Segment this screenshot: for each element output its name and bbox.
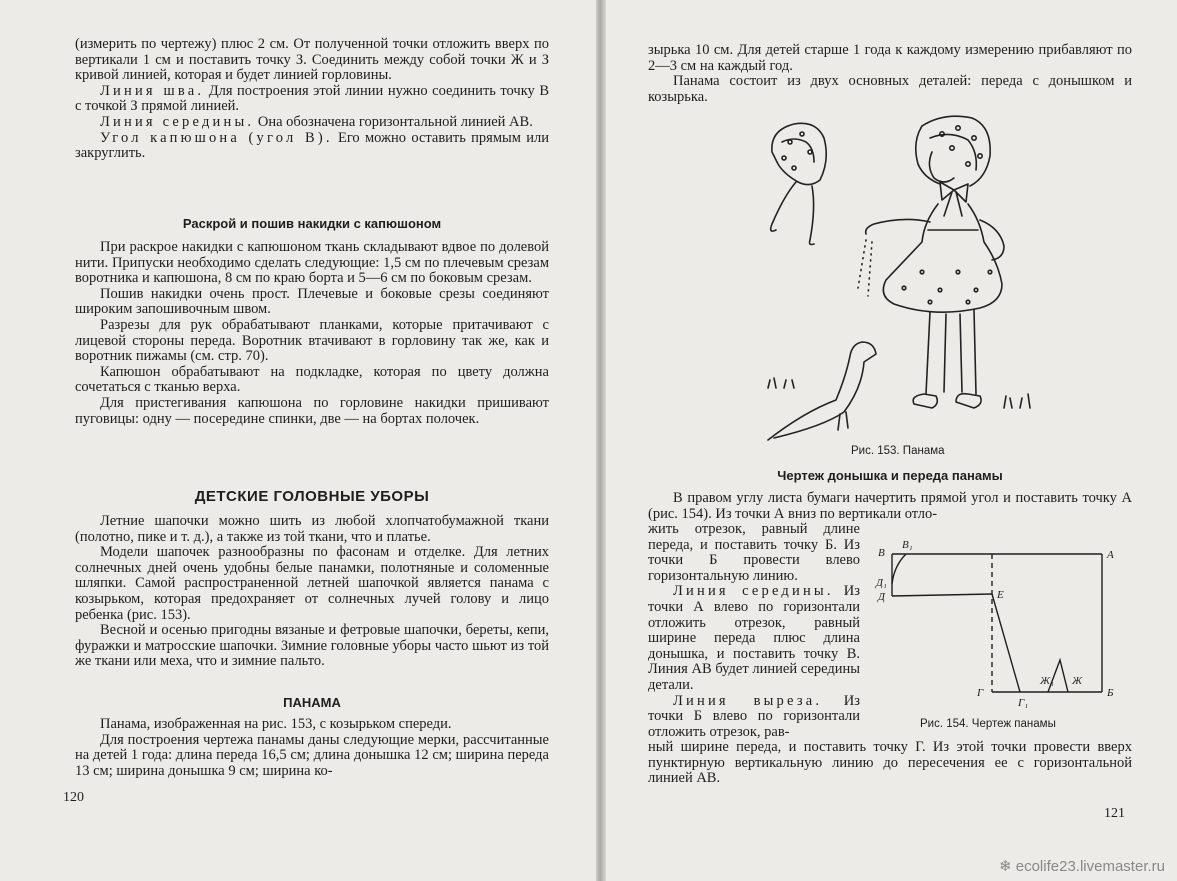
point-label: Ж₁ [1040,675,1054,687]
point-label: Ж [1072,675,1083,687]
definition-item: Линия шва. Для построения этой линии нужно соединить точку В с точкой З прямой линией. [75,82,549,115]
watermark: ❄ ecolife23.livemaster.ru [999,858,1165,875]
paragraph: В правом углу листа бумаги начертить прямой угол и поставить точку А (рис. 154). Из точки А вниз по вертикали отло- [648,490,1132,522]
subsection-heading: ПАНАМА [283,695,341,710]
definition-item: Линия середины. Она обозначена горизонтальной линией АВ. [100,113,533,130]
section-block [75,514,549,670]
paragraph: Панама, изображенная на рис. 153, с козырьком спереди. [100,716,452,732]
point-label: Д₁ [876,577,887,589]
paragraph: Для пристегивания капюшона по горловине накидки пришивают пуговицы: одну — посередине спинки, две — на бортах полочек. [75,394,549,427]
right-page [604,0,1177,881]
section-heading: ДЕТСКИЕ ГОЛОВНЫЕ УБОРЫ [194,488,430,505]
point-label: Б [1107,687,1114,699]
subsection-heading: Чертеж донышка и переда панамы [777,468,1003,483]
paragraph: (измерить по чертежу) плюс 2 см. От полученной точки отложить вверх по вертикали 1 см и поставить точку З. Соединить между собой точки Ж и З кривой линией, которая и будет линией горловины. [75,36,549,84]
page-number: 121 [1104,806,1125,821]
section-block [75,240,549,427]
girl-with-panama-illustration [754,112,1044,444]
section-block [648,43,1132,105]
point-label: А [1107,549,1114,561]
paragraph: Разрезы для рук обрабатывают планками, которые притачивают с лицевой стороны переда. Воротник втачивают в горловину так же, как и воротник пижамы (см. стр. 70). [75,316,549,365]
point-label: Д [878,591,885,603]
paragraph: При раскрое накидки с капюшоном ткань складывают вдвое по долевой нити. Припуски необходимо сделать следующие: 1,5 см по плечевым срезам воротника и капюшона, 8 см по краю борта и 5—6 см по боковым срезам. [75,239,549,287]
snowflake-icon: ❄ [999,858,1012,875]
definition-item: Угол капюшона (угол В). Его можно оставить прямым или закруглить. [75,129,549,162]
point-label: Е [997,589,1004,601]
paragraph: Для построения чертежа панамы даны следующие мерки, рассчитанные на детей 1 года: длина переда 16,5 см; длина донышка 12 см; ширина переда 13 см; ширина донышка 9 см; ширина ко- [75,731,549,779]
left-intro-block [75,37,549,162]
figure-caption: Рис. 154. Чертеж панамы [920,718,1056,730]
point-label: В [878,547,885,559]
paragraph: ный ширине переда, и поставить точку Г. Из этой точки провести вверх пунктирную вертикальную линию до пересечения ее с горизонтальной линией АВ. [648,739,1132,787]
panama-pattern-draft [872,538,1122,714]
subsection-heading: Раскрой и пошив накидки с капюшоном [182,216,442,231]
definition-item: Линия середины. Из точки А влево по горизонтали отложить отрезок, равный ширине переда плюс длина донышка, и поставить точку В. Линия АВ будет линией середины детали. [648,583,861,693]
definition-item: Линия выреза. Из точки Б влево по горизонтали отложить отрезок, рав- [648,692,861,740]
neck-curve [892,554,906,584]
narrow-column [648,522,860,740]
point-label: Г₁ [1018,697,1029,709]
paragraph: зырька 10 см. Для детей старше 1 года к каждому измерению прибавляют по 2—3 см на каждый год. [648,42,1132,74]
paragraph: Панама состоит из двух основных деталей: переда с донышком и козырька. [648,73,1132,105]
cut-line [992,594,1020,692]
paragraph: Весной и осенью пригодны вязаные и фетровые шапочки, береты, кепи, фуражки и матросские шапочки. Зимние головные уборы часто шьют из той же ткани или меха, что и зимние пальто. [75,622,549,670]
point-label: В₁ [902,539,913,551]
paragraph: жить отрезок, равный длине переда, и поставить точку Б. Из точки Б провести влево горизонтальную линию. [648,521,860,584]
point-label: Г [977,687,984,699]
section-block [75,717,549,779]
line-de [892,594,992,596]
paragraph: Модели шапочек разнообразны по фасонам и отделке. Для летних солнечных дней очень удобны белые панамки, полотняные и соломенные шляпки. Самой распространенной летней шапочкой является панама с козырьком, которая предохраняет от солнечных лучей голову и лицо ребенка (рис. 153). [75,544,549,623]
page-number: 120 [63,790,84,805]
paragraph: Пошив накидки очень прост. Плечевые и боковые срезы соединяют широким запошивочным швом. [75,285,549,318]
figure-caption: Рис. 153. Панама [851,445,945,457]
paragraph: Летние шапочки можно шить из любой хлопчатобумажной ткани (полотно, пике и т. д.), а также из той ткани, что и платье. [75,513,549,545]
paragraph: Капюшон обрабатывают на подкладке, которая по цвету должна сочетаться с тканью верха. [75,363,549,396]
